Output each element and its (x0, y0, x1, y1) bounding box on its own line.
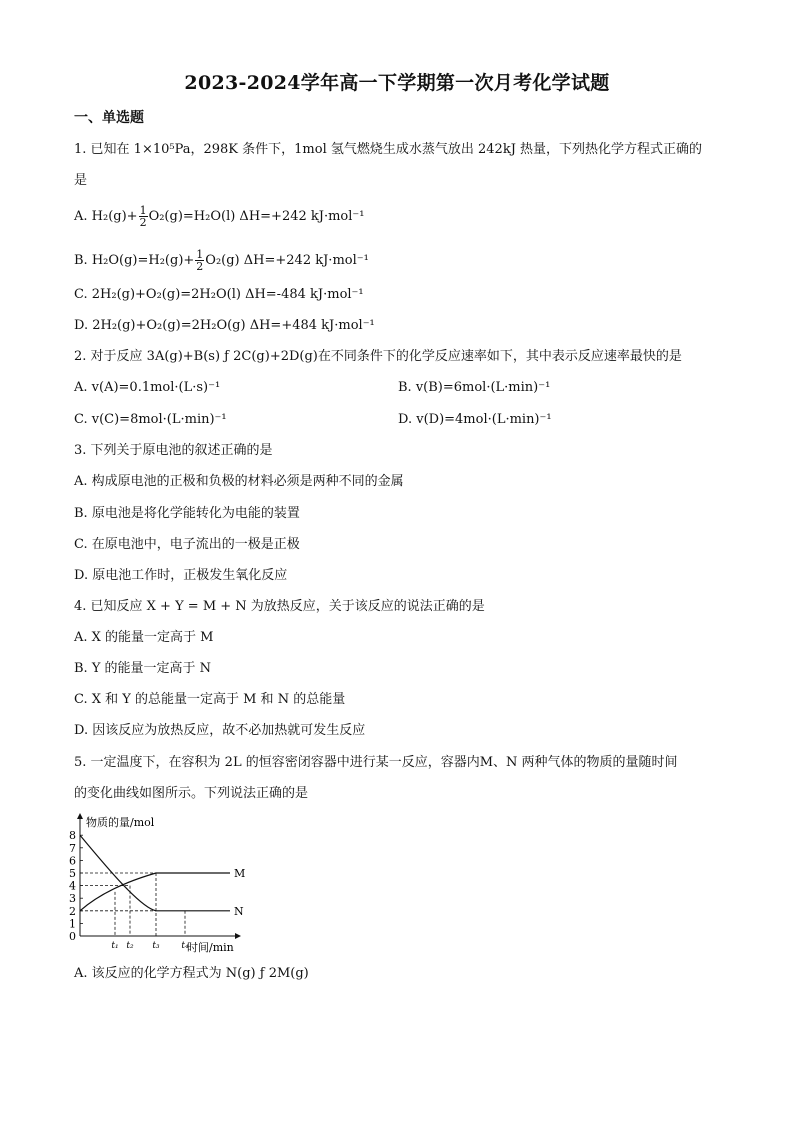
x-axis-label: 时间/min (187, 941, 234, 954)
series-label-N: N (234, 904, 244, 918)
x-tick-label: t₂ (126, 941, 134, 951)
y-tick-label: 8 (69, 829, 76, 843)
q2-option-c[interactable]: C. v(C)=8mol·(L·min)⁻¹ (74, 412, 227, 427)
q4-option-b[interactable]: B. Y 的能量一定高于 N (74, 661, 212, 676)
q4-option-d[interactable]: D. 因该反应为放热反应，故不必加热就可发生反应 (74, 723, 366, 738)
q4-option-a[interactable]: A. X 的能量一定高于 M (74, 630, 214, 645)
x-tick-label: t₄ (181, 941, 189, 951)
q3-option-b[interactable]: B. 原电池是将化学能转化为电能的装置 (74, 506, 300, 521)
y-tick-label: 2 (69, 904, 76, 918)
q3-stem: 3. 下列关于原电池的叙述正确的是 (74, 443, 273, 458)
y-tick-label: 7 (69, 841, 76, 855)
q5-stem-cont: 的变化曲线如图所示。下列说法正确的是 (74, 786, 309, 801)
series-line-M (80, 873, 230, 911)
section-heading: 一、单选题 (74, 110, 144, 126)
q3-option-d[interactable]: D. 原电池工作时，正极发生氧化反应 (74, 568, 288, 583)
q1-option-c[interactable]: C. 2H₂(g)+O₂(g)=2H₂O(l) ΔH=-484 kJ·mol⁻¹ (74, 287, 364, 302)
y-tick-label: 5 (69, 867, 76, 880)
y-tick-label: 6 (69, 854, 76, 868)
q1-option-a[interactable]: A. H₂(g)+ $\frac{1}{2}$ O₂(g)=H₂O(l) ΔH=+242 kJ·mol⁻¹ (74, 204, 365, 229)
q5-stem: 5. 一定温度下，在容积为 2L 的恒容密闭容器中进行某一反应，容器内M、N 两种气体的物质的量随时间 (74, 755, 678, 770)
x-tick-label: t₁ (111, 941, 119, 951)
y-tick-label: 1 (69, 917, 76, 931)
y-tick-label: 4 (69, 879, 76, 893)
q5-option-a[interactable]: A. 该反应的化学方程式为 N(g) ƒ 2M(g) (74, 966, 309, 981)
q2-option-a[interactable]: A. v(A)=0.1mol·(L·s)⁻¹ (74, 380, 221, 395)
q1-stem: 1. 已知在 1×10⁵Pa，298K 条件下，1mol 氢气燃烧生成水蒸气放出 242kJ 热量，下列热化学方程式正确的 (74, 142, 703, 157)
series-label-M: M (234, 867, 246, 880)
q2-stem: 2. 对于反应 3A(g)+B(s) ƒ 2C(g)+2D(g)在不同条件下的化学反应速率如下，其中表示反应速率最快的是 (74, 349, 682, 364)
q2-option-d[interactable]: D. v(D)=4mol·(L·min)⁻¹ (398, 412, 552, 427)
q1-stem-cont: 是 (74, 173, 88, 188)
y-axis-label: 物质的量/mol (86, 816, 155, 829)
page-title: 2023-2024学年高一下学期第一次月考化学试题 (184, 72, 610, 94)
amount-time-chart (60, 808, 260, 958)
fraction: $\frac{1}{2}$ (139, 204, 147, 229)
fraction: $\frac{1}{2}$ (196, 248, 204, 273)
x-tick-label: t₃ (152, 941, 160, 951)
y-tick-label: 0 (69, 930, 76, 943)
q2-option-b[interactable]: B. v(B)=6mol·(L·min)⁻¹ (398, 380, 551, 395)
q4-option-c[interactable]: C. X 和 Y 的总能量一定高于 M 和 N 的总能量 (74, 692, 346, 707)
q4-stem: 4. 已知反应 X + Y = M + N 为放热反应，关于该反应的说法正确的是 (74, 599, 485, 614)
q3-option-c[interactable]: C. 在原电池中，电子流出的一极是正极 (74, 537, 300, 552)
q3-option-a[interactable]: A. 构成原电池的正极和负极的材料必须是两种不同的金属 (74, 474, 404, 489)
y-tick-label: 3 (69, 892, 76, 906)
q1-option-b[interactable]: B. H₂O(g)=H₂(g)+ $\frac{1}{2}$ O₂(g) ΔH=+242 kJ·mol⁻¹ (74, 248, 369, 273)
q1-option-d[interactable]: D. 2H₂(g)+O₂(g)=2H₂O(g) ΔH=+484 kJ·mol⁻¹ (74, 318, 375, 333)
